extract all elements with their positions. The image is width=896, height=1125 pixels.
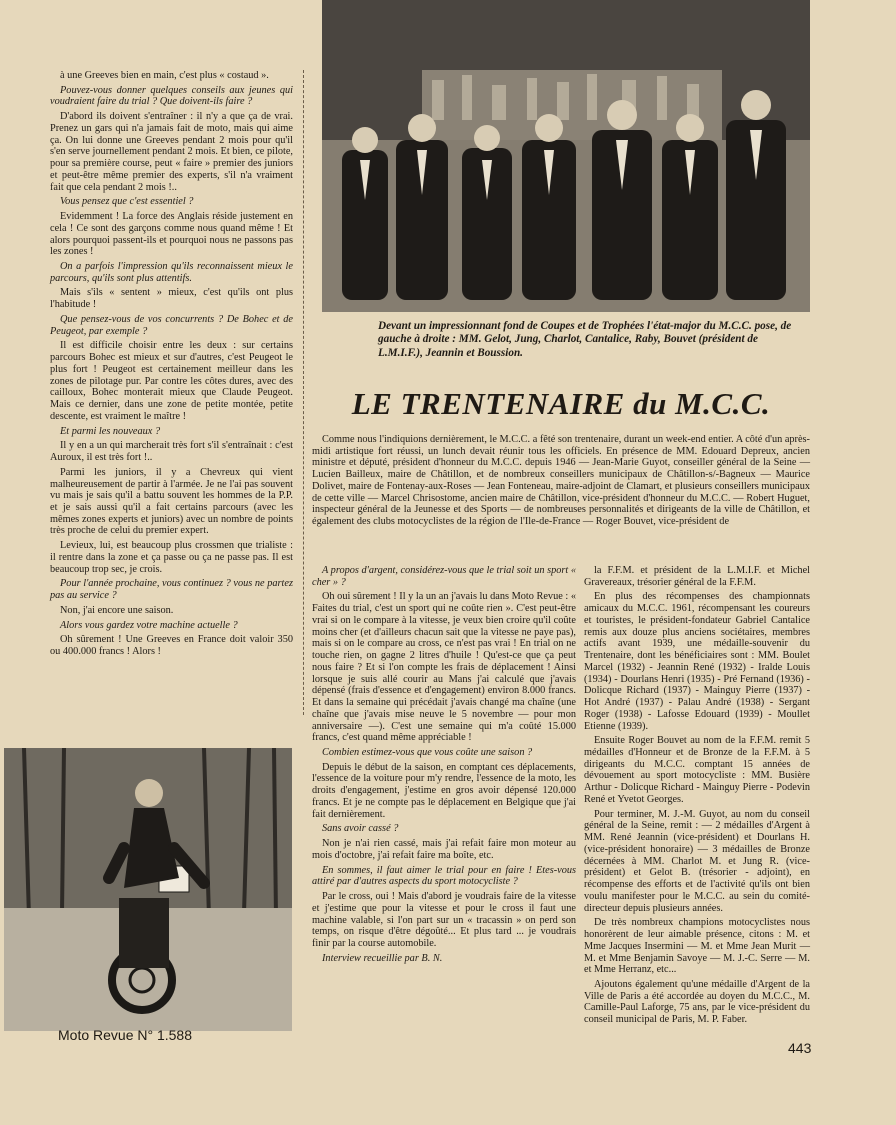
paragraph: Ensuite Roger Bouvet au nom de la F.F.M. remit 5 médailles d'Honneur et de Bronze de la F.F.M. à 5 dirigeants du M.C.C. comptant 15 années de dévouement au sport motocycliste : MM. Busière Arthur - Dolicque Richard - Mainguy Pierre - Podevin René et Yvetot Georges. xyxy=(584,735,810,805)
paragraph: Evidemment ! La force des Anglais réside justement en cela ! Ce sont des garçons comme nous quand même ! Et alors pourquoi passent-ils et pourquoi nous ne passons pas les zones ! xyxy=(50,211,293,258)
paragraph: En plus des récompenses des championnats amicaux du M.C.C. 1961, récompensant les coureurs et touristes, le président-fondateur Gabriel Cantalice remis aux douze plus anciens sociétaires, membres actifs avant 1939, une médaille-souvenir du Trentenaire, dont les bénéficiaires sont : MM. Boulet Marcel (1932) - Jeannin René (1932) - Iralde Louis (1934) - Dourlans Henri (1935) - Pré Fernand (1936) - Dolicque Richard (1937) - Mainguy Pierre (1937) - Hot André (1937) - Palau André (1938) - Sergant Roger (1938) - Lafosse Edouard (1939) - Moullet Etienne (1939). xyxy=(584,591,810,732)
interview-question: Et parmi les nouveaux ? xyxy=(60,425,161,437)
paragraph: Oh oui sûrement ! Il y la un an j'avais lu dans Moto Revue : « Faites du trial, c'est un sport qui ne coûte rien ». C'est peut-être vrai si on le compare à la vitesse, je veux bien croire qu'il coûte moins cher (et d'ailleurs chacun sait que la vitesse ne paye pas), mais si on le compare au cross, ce n'est pas vrai ! En trial on ne touche rien, on gagne 2 litres d'huile ! Qu'est-ce que ça peut nous faire ? Et si l'on compte les frais de déplacement ! Ainsi lorsque je suis allé courir au Mans j'ai calculé que j'avais dépensé (frais d'essence et d'engagement) environ 8.000 francs. Et dans la semaine qui précédait j'avais changé ma chaîne (une chaîne que j'avais mise neuve le 5 novembre — pour mon anniversaire —). C'est une semaine qui m'a coûté 15.000 francs, c'est quand même appréciable ! xyxy=(312,591,576,744)
interview-question: Pouvez-vous donner quelques conseils aux jeunes qui voudraient faire du trial ? Que doivent-ils faire ? xyxy=(50,84,293,108)
magazine-footer: Moto Revue N° 1.588 xyxy=(58,1027,193,1043)
paragraph: Depuis le début de la saison, en comptant ces déplacements, l'essence de la voiture pour m'y rendre, l'essence de la moto, les droits d'engagement, j'estime en gros avoir dépensé 120.000 francs. Et je ne compte pas le déplacement en Belgique que j'ai fait dernièrement. xyxy=(312,761,576,820)
interview-question: Sans avoir cassé ? xyxy=(322,823,399,835)
interview-question: Combien estimez-vous que vous coûte une saison ? xyxy=(322,747,533,759)
paragraph: Ajoutons également qu'une médaille d'Argent de la Ville de Paris a été accordée au doyen du M.C.C., M. Camille-Paul Laforge, 75 ans, par le vice-président du conseil municipal de Paris, M. P. Faber. xyxy=(584,978,810,1026)
group-photo xyxy=(322,0,810,312)
paragraph: Il y en a un qui marcherait très fort s'il s'entraînait : c'est Auroux, il est très fort !.. xyxy=(50,440,293,464)
paragraph: à une Greeves bien en main, c'est plus « costaud ». xyxy=(60,70,269,81)
paragraph: D'abord ils doivent s'entraîner : il n'y a que ça de vrai. Prenez un gars qui n'a jamais fait de moto, mais qui aime ça. On lui donne une Greeves pendant 2 mois pour qu'il s'en serve journellement pendant 2 mois. Et bien, ce pilote, pour sa première course, peut « faire » premier des juniors et peut-être même premier des experts, s'il n'a vraiment fait que cela pendant 2 mois !.. xyxy=(50,111,293,193)
paragraph: la F.F.M. et président de la L.M.I.F. et Michel Gravereaux, trésorier général de la F.F.M. xyxy=(584,565,810,588)
paragraph: Levieux, lui, est beaucoup plus crossmen que trialiste : il rentre dans la zone et ça passe ou ça ne passe pas. Il est beaucoup trop sec, je crois. xyxy=(50,540,293,575)
page-number: 443 xyxy=(788,1040,812,1056)
paragraph: Par le cross, oui ! Mais d'abord je voudrais faire de la vitesse et j'estime que pour la vitesse et pour le cross il faut une machine valable, si l'on part sur un « tracassin » on perd son temps, on risque d'être dégoûté... Et plus tard ... je voudrais finir par la course automobile. xyxy=(312,891,576,950)
article-column-right xyxy=(584,565,810,1029)
paragraph: Pour terminer, M. J.-M. Guyot, au nom du conseil général de la Seine, remit : — 2 médailles d'Argent à MM. René Jeannin (vice-président) et Dourlans H. (vice-président honoraire) — 3 médailles de Bronze décernées à MM. Charlot M. et Jung R. (vice-président) et Gelot B. (trésorier - adjoint), en récompense des efforts et de l'activité qu'ils ont bien voulu manifester pour le M.C.C. au sein du comité-directeur depuis plusieurs années. xyxy=(584,808,810,914)
paragraph: Oh sûrement ! Une Greeves en France doit valoir 350 ou 400.000 francs ! Alors ! xyxy=(50,634,293,658)
paragraph: Non, j'ai encore une saison. xyxy=(60,604,174,616)
interview-question: En sommes, il faut aimer le trial pour en faire ! Etes-vous attiré par d'autres aspects du sport motocycliste ? xyxy=(312,864,576,888)
article-intro: Comme nous l'indiquions dernièrement, le M.C.C. a fêté son trentenaire, durant un week-end entier. A côté d'un après-midi artistique fort réussi, un lunch devait réunir tous les officiels. En présence de MM. Edouard Depreux, ancien ministre et député, président d'honneur du M.C.C. depuis 1946 — Jean-Marie Guyot, conseiller général de la Seine — Lucien Bailleux, maire de Châtillon, et de nombreux conseillers municipaux de Châtillon-s/-Bagneux — Maurice Dolivet, maire de Fontenay-aux-Roses — Jean Fonteneau, maire-adjoint de Clamart, et plusieurs conseillers municipaux de cette ville — Marcel Chrisostome, ancien maire de Châtillon, vice-président d'honneur du M.C.C. — Robert Huguet, inspecteur général de la Jeunesse et des Sports — de nombreuses personnalités et dirigeants de la ville de Châtillon, et également des clubs motocyclistes de la région de l'Ile-de-France — Roger Bouvet, vice-président de xyxy=(312,434,810,528)
byline: Interview recueillie par B. N. xyxy=(322,952,443,964)
rider-photo xyxy=(4,748,292,1031)
rider-photo-image xyxy=(4,748,292,1031)
photo-caption: Devant un impressionnant fond de Coupes et de Trophées l'état-major du M.C.C. pose, de gauche à droite : MM. Gelot, Jung, Charlot, Cantalice, Raby, Bouvet (président de L.M.I.F.), Jeannin et Boussion. xyxy=(378,320,792,359)
interview-question: Vous pensez que c'est essentiel ? xyxy=(60,196,194,208)
paragraph: Il est difficile choisir entre les deux : sur certains parcours Bohec est mieux et sur d'autres, c'est Peugeot le plus fort ! Peugeot est certainement meilleur dans les zones de pilotage pur. Par contre les côtes dures, avec des cailloux, Bohec monterait mieux que Claude Peugeot. Mais ce dernier, dans une zone de petite montée, petite descente, est vraiment le maître ! xyxy=(50,340,293,422)
interview-question: A propos d'argent, considérez-vous que le trial soit un sport « cher » ? xyxy=(312,565,576,588)
interview-column-middle xyxy=(312,565,576,968)
article-headline: LE TRENTENAIRE du M.C.C. xyxy=(351,386,771,421)
column-divider xyxy=(303,70,304,715)
interview-question: Pour l'année prochaine, vous continuez ? vous ne partez pas au service ? xyxy=(50,578,293,602)
paragraph: De très nombreux champions motocyclistes nous honorèrent de leur aimable présence, citons : M. et Mme Jacques Insermini — M. et Mme Jean Murit — M. et Mme Benjamin Savoye — M. J.-C. Serre — M. et Mme Herranz, etc... xyxy=(584,917,810,976)
interview-question: Alors vous gardez votre machine actuelle ? xyxy=(60,619,238,631)
group-photo-image xyxy=(322,0,810,312)
interview-column-left xyxy=(50,70,293,661)
interview-question: On a parfois l'impression qu'ils reconnaissent mieux le parcours, qu'ils sont plus attentifs. xyxy=(50,261,293,284)
paragraph: Non je n'ai rien cassé, mais j'ai refait faire mon moteur au mois d'octobre, j'ai refait faire ma boîte, etc. xyxy=(312,838,576,861)
paragraph: Mais s'ils « sentent » mieux, c'est qu'ils ont plus l'habitude ! xyxy=(50,287,293,311)
paragraph: Parmi les juniors, il y a Chevreux qui vient malheureusement de partir à l'armée. Je ne l'ai pas souvent vu mais je sais qu'il a battu souvent les hommes de la P.P. et je sais aussi qu'il a fait certains parcours (avec les mêmes zones experts et juniors) avec un nombre de points très proche de celui du premier expert. xyxy=(50,466,293,537)
interview-question: Que pensez-vous de vos concurrents ? De Bohec et de Peugeot, par exemple ? xyxy=(50,313,293,337)
